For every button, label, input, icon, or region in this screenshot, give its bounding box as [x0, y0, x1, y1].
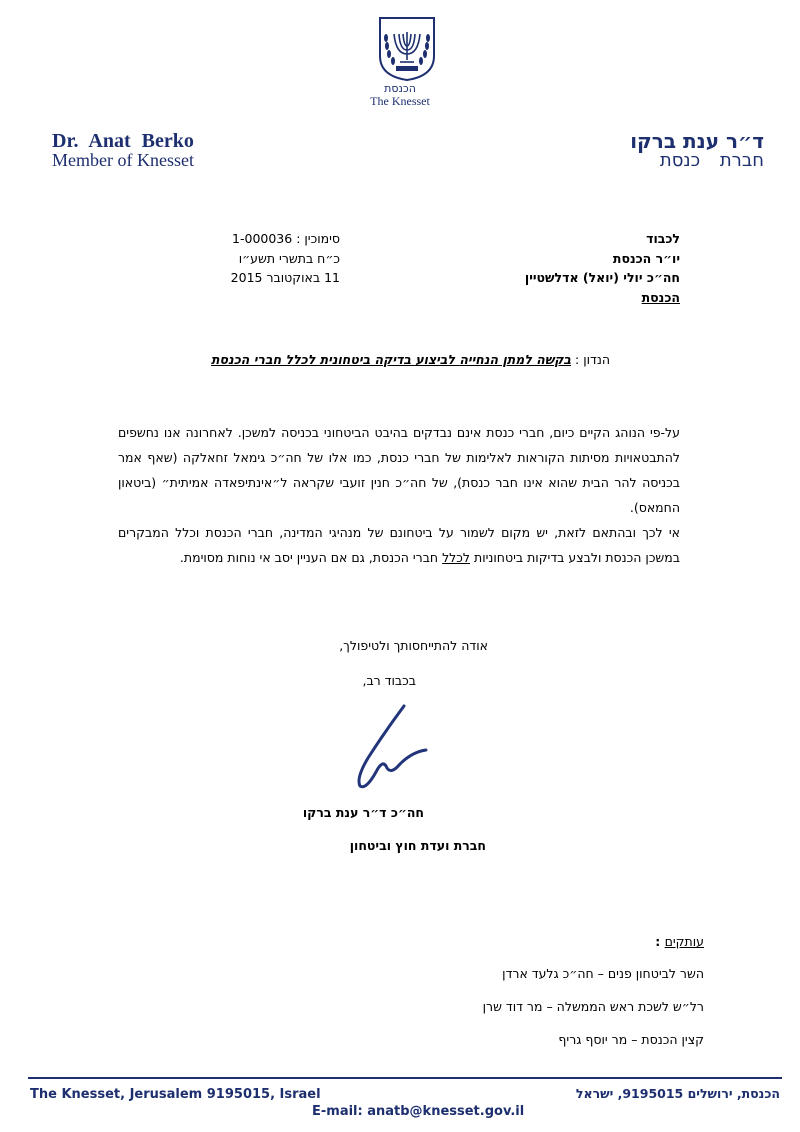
- copies-heading: [655, 934, 704, 949]
- footer-address-english: The Knesset, Jerusalem 9195015, Israel: [30, 1087, 321, 1102]
- copies-heading-text: עותקים: [664, 934, 704, 949]
- sender-name-english: Dr. Anat Berko: [52, 130, 194, 152]
- copy-recipient: השר לביטחון פנים – חה״כ גלעד ארדן: [502, 966, 704, 981]
- body-paragraph-2: [118, 520, 680, 570]
- footer-divider: [28, 1077, 782, 1079]
- paragraph-text: אי לכך ובהתאם לזאת, יש מקום לשמור על ביטחונם של מנהיגי המדינה, חברי הכנסת וכלל המבקרים במשכן הכנסת ולבצע בדיקות ביטחוניות: [118, 525, 680, 565]
- recipient-line: לכבוד: [646, 231, 680, 246]
- copy-recipient: קצין הכנסת – מר יוסף גריף: [558, 1032, 704, 1047]
- subject-line: [90, 352, 610, 367]
- handwritten-signature: [346, 700, 446, 792]
- gregorian-date: 11 באוקטובר 2015: [230, 270, 340, 285]
- emblem-label-hebrew: הכנסת: [384, 82, 416, 95]
- paragraph-text: חברי הכנסת, גם אם העניין יסב אי נוחות מסוימת.: [179, 550, 443, 565]
- copies-heading-colon: :: [655, 934, 665, 949]
- subject-label: הנדון :: [571, 352, 610, 367]
- sender-title-english: Member of Knesset: [52, 150, 194, 170]
- closing-regards: בכבוד רב,: [362, 673, 416, 688]
- body-paragraph-1: על-פי הנוהג הקיים כיום, חברי כנסת אינם נבדקים בהיבט הביטחוני בכניסה למשכן. לאחרונה אנו נחשפים להתבטאויות מסיתות הקוראות לאלימות של חברי כנסת, כמו אלו של חה״כ גימאל זחאלקה (שאף אמר בכניסה להר הבית שהוא אינו חבר כנסת), של חה״כ חנין זועבי שקראה ל״אינתיפאדה אמיתית״ (ביטאון החמאס).: [118, 425, 680, 515]
- recipient-line: חה״כ יולי (יואל) אדלשטיין: [524, 270, 680, 285]
- signer-name: חה״כ ד״ר ענת ברקו: [302, 805, 424, 820]
- recipient-line: הכנסת: [641, 289, 680, 305]
- recipient-block: [360, 229, 680, 307]
- emphasized-word: לכלל: [442, 550, 470, 565]
- emblem-label-english: The Knesset: [370, 94, 430, 108]
- reference-number: סימוכין : 1-000036: [232, 231, 340, 246]
- hebrew-date: כ״ח בתשרי תשע״ו: [238, 250, 340, 266]
- subject-text: בקשה למתן הנחייה לביצוע בדיקה ביטחונית לכלל חברי הכנסת: [211, 352, 572, 367]
- footer-email[interactable]: E-mail: anatb@knesset.gov.il: [312, 1104, 525, 1119]
- sender-title-hebrew: חברת כנסת: [659, 150, 764, 171]
- knesset-emblem-icon: [376, 16, 438, 82]
- signer-role: חברת ועדת חוץ וביטחון: [349, 838, 486, 853]
- copy-recipient: רל״ש לשכת ראש הממשלה – מר דוד שרן: [482, 999, 704, 1014]
- closing-thanks: אודה להתייחסותך ולטיפולך,: [339, 638, 488, 653]
- reference-block: [120, 229, 340, 288]
- footer-address-hebrew: הכנסת, ירושלים 9195015, ישראל: [575, 1086, 780, 1101]
- sender-name-hebrew: ד״ר ענת ברקו: [630, 129, 764, 153]
- recipient-line: יו״ר הכנסת: [612, 250, 680, 266]
